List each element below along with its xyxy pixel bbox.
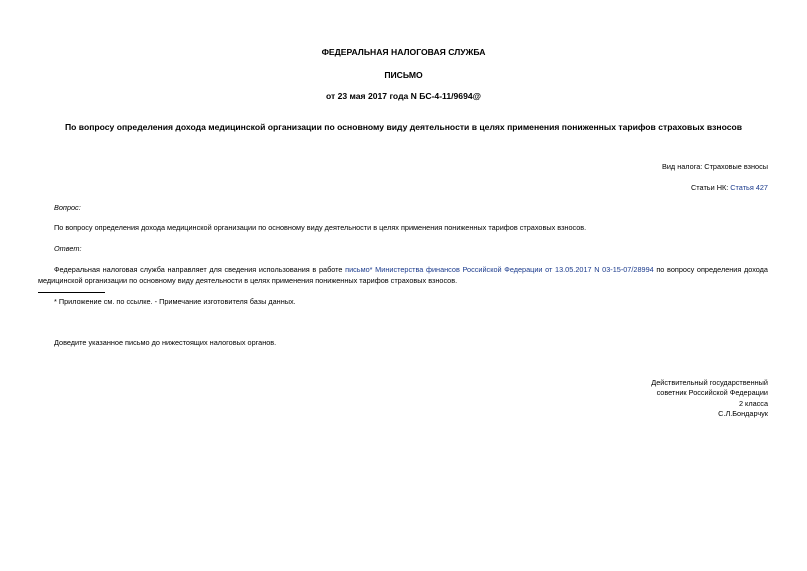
doc-date-number: от 23 мая 2017 года N БС-4-11/9694@ (325, 91, 482, 101)
doc-type: ПИСЬМО (384, 70, 423, 80)
answer-text (38, 264, 768, 286)
nk-label: Статьи НК: (691, 183, 731, 192)
nk-article-link[interactable]: Статья 427 (730, 183, 768, 192)
signature-line-1: Действительный государственный (651, 378, 768, 387)
doc-subject: По вопросу определения дохода медицинской организации по основному виду деятельности в целях применения пониженных тарифов страховых взносов (64, 122, 743, 132)
signature-block (568, 378, 768, 420)
signature-line-3: 2 класса (738, 398, 768, 408)
answer-text-before: Федеральная налоговая служба направляет для сведения использования в работе (54, 265, 346, 274)
instruction-text: Доведите указанное письмо до нижестоящих налоговых органов. (54, 338, 277, 347)
ministry-letter-link[interactable]: письмо* Министерства финансов Российской Федерации от 13.05.2017 N 03-15-07/28994 (345, 265, 654, 274)
nk-articles (691, 183, 768, 192)
answer-text-after: по вопросу определения дохода медицинской организации по основному виду деятельности в целях применения пониженных тарифов страховых взносов. (38, 265, 768, 285)
question-text: По вопросу определения дохода медицинской организации по основному виду деятельности в целях применения пониженных тарифов страховых взносов. (54, 223, 587, 232)
footnote: * Приложение см. по ссылке. - Примечание изготовителя базы данных. (54, 297, 296, 306)
footnote-divider (38, 292, 105, 293)
agency-title: ФЕДЕРАЛЬНАЯ НАЛОГОВАЯ СЛУЖБА (321, 47, 486, 57)
tax-type: Вид налога: Страховые взносы (661, 162, 768, 171)
question-label: Вопрос: (54, 203, 81, 212)
signature-name: С.Л.Бондарчук (718, 409, 768, 419)
signature-line-2: советник Российской Федерации (656, 388, 768, 398)
answer-label: Ответ: (54, 244, 82, 253)
